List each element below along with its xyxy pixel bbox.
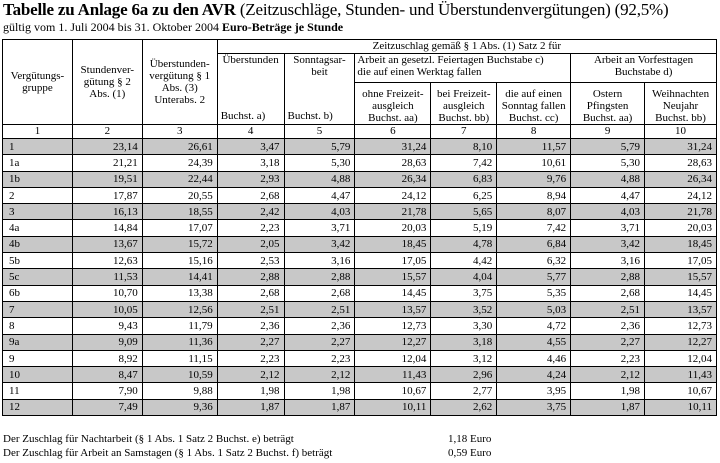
row-value: 18,45 xyxy=(355,236,431,252)
row-value: 9,36 xyxy=(142,399,217,415)
row-value: 4,88 xyxy=(571,171,645,187)
row-value: 4,47 xyxy=(284,187,355,203)
row-value: 7,49 xyxy=(72,399,142,415)
table-body xyxy=(3,139,717,416)
row-value: 3,42 xyxy=(571,236,645,252)
row-value: 2,23 xyxy=(217,350,284,366)
row-value: 1,87 xyxy=(217,399,284,415)
row-group: 4b xyxy=(3,236,73,252)
header-sonntag-fallen: die auf einen Sonntag fallen Buchst. cc) xyxy=(497,83,571,125)
row-value: 2,23 xyxy=(217,220,284,236)
row-value: 22,44 xyxy=(142,171,217,187)
table-row xyxy=(3,334,717,350)
row-value: 2,68 xyxy=(217,187,284,203)
row-value: 13,38 xyxy=(142,285,217,301)
table-row xyxy=(3,285,717,301)
row-value: 3,16 xyxy=(284,253,355,269)
row-value: 4,03 xyxy=(284,204,355,220)
col-number: 1 xyxy=(3,125,73,139)
row-value: 2,88 xyxy=(571,269,645,285)
row-value: 31,24 xyxy=(645,139,717,155)
row-value: 2,51 xyxy=(217,301,284,317)
row-value: 3,71 xyxy=(571,220,645,236)
table-row xyxy=(3,269,717,285)
row-value: 21,21 xyxy=(72,155,142,171)
header-ueberstunden-text: Überstunden xyxy=(222,54,279,66)
row-value: 12,27 xyxy=(355,334,431,350)
row-value: 12,56 xyxy=(142,301,217,317)
row-value: 7,42 xyxy=(431,155,497,171)
row-value: 24,39 xyxy=(142,155,217,171)
row-value: 2,12 xyxy=(284,367,355,383)
row-value: 18,45 xyxy=(645,236,717,252)
row-value: 11,57 xyxy=(497,139,571,155)
col-number: 3 xyxy=(142,125,217,139)
row-value: 10,11 xyxy=(645,399,717,415)
row-value: 17,05 xyxy=(645,253,717,269)
row-value: 2,51 xyxy=(284,301,355,317)
header-ueberstunden xyxy=(217,54,284,125)
row-value: 2,36 xyxy=(217,318,284,334)
row-value: 28,63 xyxy=(645,155,717,171)
row-value: 2,68 xyxy=(217,285,284,301)
note-samstag xyxy=(3,447,492,459)
row-value: 2,88 xyxy=(217,269,284,285)
row-value: 5,79 xyxy=(571,139,645,155)
table-row xyxy=(3,350,717,366)
row-value: 2,27 xyxy=(571,334,645,350)
row-value: 6,32 xyxy=(497,253,571,269)
row-value: 10,05 xyxy=(72,301,142,317)
row-value: 1,87 xyxy=(571,399,645,415)
header-group-text: Vergütungs- gruppe xyxy=(10,70,65,94)
row-value: 11,79 xyxy=(142,318,217,334)
row-value: 9,09 xyxy=(72,334,142,350)
row-value: 14,45 xyxy=(645,285,717,301)
row-value: 5,79 xyxy=(284,139,355,155)
row-value: 6,83 xyxy=(431,171,497,187)
row-value: 17,07 xyxy=(142,220,217,236)
row-value: 2,96 xyxy=(431,367,497,383)
table-row xyxy=(3,399,717,415)
row-value: 12,63 xyxy=(72,253,142,269)
row-value: 4,72 xyxy=(497,318,571,334)
row-value: 16,13 xyxy=(72,204,142,220)
row-value: 19,51 xyxy=(72,171,142,187)
row-group: 1a xyxy=(3,155,73,171)
row-value: 12,04 xyxy=(645,350,717,366)
row-value: 8,94 xyxy=(497,187,571,203)
row-value: 8,92 xyxy=(72,350,142,366)
row-value: 12,04 xyxy=(355,350,431,366)
page-subtitle xyxy=(3,20,343,35)
header-overtime-text: Überstunden- vergütung § 1 Abs. (3) Unterabs. 2 xyxy=(149,58,211,106)
table-row xyxy=(3,367,717,383)
row-value: 3,42 xyxy=(284,236,355,252)
row-value: 1,98 xyxy=(571,383,645,399)
row-value: 5,65 xyxy=(431,204,497,220)
row-value: 26,34 xyxy=(355,171,431,187)
row-value: 12,27 xyxy=(645,334,717,350)
row-value: 8,10 xyxy=(431,139,497,155)
row-value: 12,73 xyxy=(355,318,431,334)
row-value: 11,43 xyxy=(645,367,717,383)
row-value: 2,36 xyxy=(284,318,355,334)
row-value: 3,52 xyxy=(431,301,497,317)
row-value: 10,11 xyxy=(355,399,431,415)
row-value: 2,27 xyxy=(284,334,355,350)
row-value: 2,36 xyxy=(571,318,645,334)
header-sonntag-text: Sonntagsar- beit xyxy=(293,54,346,78)
row-group: 1 xyxy=(3,139,73,155)
row-group: 3 xyxy=(3,204,73,220)
row-value: 3,18 xyxy=(217,155,284,171)
row-value: 3,30 xyxy=(431,318,497,334)
col-number: 4 xyxy=(217,125,284,139)
row-value: 15,16 xyxy=(142,253,217,269)
row-value: 6,84 xyxy=(497,236,571,252)
row-value: 2,23 xyxy=(571,350,645,366)
row-value: 10,67 xyxy=(355,383,431,399)
row-value: 9,88 xyxy=(142,383,217,399)
row-value: 20,55 xyxy=(142,187,217,203)
title-bold: Tabelle zu Anlage 6a zu den AVR xyxy=(3,0,236,19)
row-value: 4,24 xyxy=(497,367,571,383)
row-value: 5,35 xyxy=(497,285,571,301)
row-value: 8,47 xyxy=(72,367,142,383)
page-title xyxy=(3,0,668,20)
rates-table xyxy=(2,39,717,416)
row-group: 4a xyxy=(3,220,73,236)
header-overtime xyxy=(142,40,217,125)
table-row xyxy=(3,253,717,269)
row-group: 5c xyxy=(3,269,73,285)
row-value: 21,78 xyxy=(645,204,717,220)
subtitle-plain: gültig vom 1. Juli 2004 bis 31. Oktober 2004 xyxy=(3,20,222,34)
row-value: 2,27 xyxy=(217,334,284,350)
table-row xyxy=(3,139,717,155)
row-value: 4,46 xyxy=(497,350,571,366)
row-value: 3,75 xyxy=(431,285,497,301)
header-number-row xyxy=(3,125,717,139)
row-value: 28,63 xyxy=(355,155,431,171)
header-ohne-freizeit: ohne Freizeit- ausgleich Buchst. aa) xyxy=(355,83,431,125)
row-value: 17,05 xyxy=(355,253,431,269)
row-value: 4,47 xyxy=(571,187,645,203)
row-value: 2,51 xyxy=(571,301,645,317)
table-row xyxy=(3,187,717,203)
table-row xyxy=(3,301,717,317)
header-hourly-text: Stundenver- gütung § 2 Abs. (1) xyxy=(80,64,135,100)
row-value: 24,12 xyxy=(645,187,717,203)
note-value: 1,18 Euro xyxy=(448,433,492,445)
header-weihnachten: Weihnachten Neujahr Buchst. bb) xyxy=(645,83,717,125)
row-group: 7 xyxy=(3,301,73,317)
row-value: 18,55 xyxy=(142,204,217,220)
row-value: 11,53 xyxy=(72,269,142,285)
row-value: 4,04 xyxy=(431,269,497,285)
row-value: 3,18 xyxy=(431,334,497,350)
row-value: 2,23 xyxy=(284,350,355,366)
row-value: 1,98 xyxy=(217,383,284,399)
col-number: 5 xyxy=(284,125,355,139)
subtitle-bold: Euro-Beträge je Stunde xyxy=(222,20,344,34)
header-buchst-a: Buchst. a) xyxy=(220,110,266,122)
header-buchst-b: Buchst. b) xyxy=(287,110,333,122)
row-value: 14,84 xyxy=(72,220,142,236)
row-value: 1,87 xyxy=(284,399,355,415)
table-row xyxy=(3,318,717,334)
row-value: 11,15 xyxy=(142,350,217,366)
row-value: 4,55 xyxy=(497,334,571,350)
col-number: 9 xyxy=(571,125,645,139)
row-value: 2,88 xyxy=(284,269,355,285)
row-value: 7,42 xyxy=(497,220,571,236)
row-value: 14,45 xyxy=(355,285,431,301)
row-value: 2,62 xyxy=(431,399,497,415)
note-value: 0,59 Euro xyxy=(448,447,492,459)
row-group: 5b xyxy=(3,253,73,269)
title-rest: (Zeitzuschläge, Stunden- und Überstundenvergütungen) (92,5%) xyxy=(235,0,669,19)
table-row xyxy=(3,204,717,220)
table-row xyxy=(3,236,717,252)
row-value: 20,03 xyxy=(645,220,717,236)
header-bei-freizeit: bei Freizeit- ausgleich Buchst. bb) xyxy=(431,83,497,125)
row-value: 3,95 xyxy=(497,383,571,399)
header-feiertag: Arbeit an gesetzl. Feiertagen Buchstabe c) die auf einen Werktag fallen xyxy=(355,54,571,83)
row-value: 3,71 xyxy=(284,220,355,236)
row-value: 2,42 xyxy=(217,204,284,220)
row-group: 2 xyxy=(3,187,73,203)
header-sonntag xyxy=(284,54,355,125)
row-value: 1,98 xyxy=(284,383,355,399)
row-value: 4,42 xyxy=(431,253,497,269)
table-row xyxy=(3,171,717,187)
row-value: 26,61 xyxy=(142,139,217,155)
row-group: 9 xyxy=(3,350,73,366)
row-value: 2,68 xyxy=(571,285,645,301)
row-value: 10,59 xyxy=(142,367,217,383)
table-row xyxy=(3,383,717,399)
row-value: 13,57 xyxy=(355,301,431,317)
note-label: Der Zuschlag für Nachtarbeit (§ 1 Abs. 1 Satz 2 Buchst. e) beträgt xyxy=(3,433,294,445)
row-value: 9,43 xyxy=(72,318,142,334)
col-number: 10 xyxy=(645,125,717,139)
row-value: 24,12 xyxy=(355,187,431,203)
header-hourly xyxy=(72,40,142,125)
row-value: 10,70 xyxy=(72,285,142,301)
row-value: 10,61 xyxy=(497,155,571,171)
row-value: 3,16 xyxy=(571,253,645,269)
row-value: 9,76 xyxy=(497,171,571,187)
header-vorfest: Arbeit an Vorfesttagen Buchstabe d) xyxy=(571,54,717,83)
row-value: 4,78 xyxy=(431,236,497,252)
row-value: 14,41 xyxy=(142,269,217,285)
row-value: 15,72 xyxy=(142,236,217,252)
row-value: 6,25 xyxy=(431,187,497,203)
row-value: 15,57 xyxy=(645,269,717,285)
row-value: 11,43 xyxy=(355,367,431,383)
row-value: 2,05 xyxy=(217,236,284,252)
table-row xyxy=(3,155,717,171)
table-row xyxy=(3,220,717,236)
col-number: 6 xyxy=(355,125,431,139)
row-group: 6b xyxy=(3,285,73,301)
row-value: 5,77 xyxy=(497,269,571,285)
row-value: 17,87 xyxy=(72,187,142,203)
row-value: 11,36 xyxy=(142,334,217,350)
row-value: 5,19 xyxy=(431,220,497,236)
row-value: 3,75 xyxy=(497,399,571,415)
row-value: 13,57 xyxy=(645,301,717,317)
row-value: 13,67 xyxy=(72,236,142,252)
header-ostern: Ostern Pfingsten Buchst. aa) xyxy=(571,83,645,125)
row-group: 1b xyxy=(3,171,73,187)
row-value: 2,12 xyxy=(217,367,284,383)
row-value: 20,03 xyxy=(355,220,431,236)
col-number: 8 xyxy=(497,125,571,139)
col-number: 2 xyxy=(72,125,142,139)
row-value: 8,07 xyxy=(497,204,571,220)
row-value: 5,30 xyxy=(571,155,645,171)
header-group xyxy=(3,40,73,125)
row-group: 8 xyxy=(3,318,73,334)
note-label: Der Zuschlag für Arbeit an Samstagen (§ 1 Abs. 1 Satz 2 Buchst. f) beträgt xyxy=(3,447,333,459)
row-value: 2,93 xyxy=(217,171,284,187)
row-value: 21,78 xyxy=(355,204,431,220)
row-value: 2,77 xyxy=(431,383,497,399)
row-value: 4,03 xyxy=(571,204,645,220)
row-value: 12,73 xyxy=(645,318,717,334)
row-value: 31,24 xyxy=(355,139,431,155)
row-value: 4,88 xyxy=(284,171,355,187)
row-group: 11 xyxy=(3,383,73,399)
row-value: 10,67 xyxy=(645,383,717,399)
row-group: 9a xyxy=(3,334,73,350)
row-value: 2,68 xyxy=(284,285,355,301)
row-value: 3,47 xyxy=(217,139,284,155)
row-value: 23,14 xyxy=(72,139,142,155)
row-value: 3,12 xyxy=(431,350,497,366)
row-value: 2,53 xyxy=(217,253,284,269)
row-value: 5,03 xyxy=(497,301,571,317)
row-value: 5,30 xyxy=(284,155,355,171)
row-value: 2,12 xyxy=(571,367,645,383)
note-nachtarbeit xyxy=(3,433,492,445)
row-value: 15,57 xyxy=(355,269,431,285)
row-group: 12 xyxy=(3,399,73,415)
row-value: 26,34 xyxy=(645,171,717,187)
header-zeitzuschlag: Zeitzuschlag gemäß § 1 Abs. (1) Satz 2 für xyxy=(217,40,716,54)
table-header xyxy=(3,40,717,139)
col-number: 7 xyxy=(431,125,497,139)
row-group: 10 xyxy=(3,367,73,383)
row-value: 7,90 xyxy=(72,383,142,399)
